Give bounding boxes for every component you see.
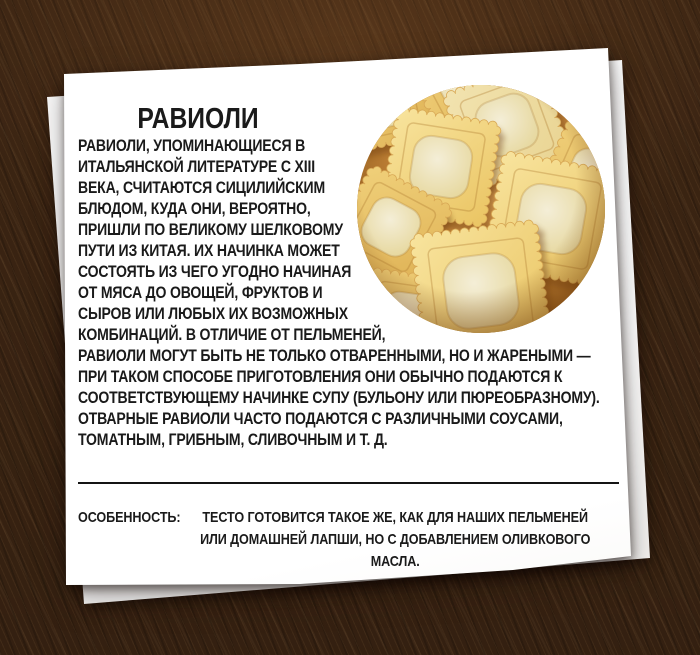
divider-line <box>78 482 619 484</box>
text-wrap-spacer <box>357 136 614 341</box>
feature-text: ТЕСТО ГОТОВИТСЯ ТАКОЕ ЖЕ, КАК ДЛЯ НАШИХ ПЕЛЬМЕНЕЙ ИЛИ ДОМАШНЕЙ ЛАПШИ, НО С ДОБАВЛЕНИЕМ ОЛИВКОВОГО МАСЛА. <box>200 510 591 570</box>
card-content <box>78 104 614 584</box>
card-title: РАВИОЛИ <box>137 103 259 135</box>
feature-label: ОСОБЕННОСТЬ: <box>78 510 181 526</box>
card-body-paragraph: РАВИОЛИ, УПОМИНАЮЩИЕСЯ В ИТАЛЬЯНСКОЙ ЛИТЕРАТУРЕ С XIII ВЕКА, СЧИТАЮТСЯ СИЦИЛИЙСКИМ БЛЮДОМ, КУДА ОНИ, ВЕРОЯТНО, ПРИШЛИ ПО ВЕЛИКОМУ ШЕЛКОВОМУ ПУТИ ИЗ КИТАЯ. ИХ НАЧИНКА МОЖЕТ СОСТОЯТЬ ИЗ ЧЕГО УГОДНО НАЧИНАЯ ОТ МЯСА ДО ОВОЩЕЙ, ФРУКТОВ И СЫРОВ ИЛИ ЛЮБЫХ ИХ ВОЗМОЖНЫХ КОМБИНАЦИЙ. В ОТЛИЧИЕ ОТ ПЕЛЬМЕНЕЙ, РАВИОЛИ МОГУТ БЫТЬ НЕ ТОЛЬКО ОТВАРЕННЫМИ, НО И ЖАРЕНЫМИ — ПРИ ТАКОМ СПОСОБЕ ПРИГОТОВЛЕНИЯ ОНИ ОБЫЧНО ПОДАЮТСЯ К СООТВЕТСТВУЮЩЕМУ НАЧИНКЕ СУПУ (БУЛЬОНУ ИЛИ ПЮРЕОБРАЗНОМУ). ОТВАРНЫЕ РАВИОЛИ ЧАСТО ПОДАЮТСЯ С РАЗЛИЧНЫМИ СОУСАМИ, ТОМАТНЫМ, ГРИБНЫМ, СЛИВОЧНЫМ И Т. Д. <box>78 137 600 449</box>
feature-row <box>78 507 602 573</box>
card-body-text <box>78 136 614 451</box>
